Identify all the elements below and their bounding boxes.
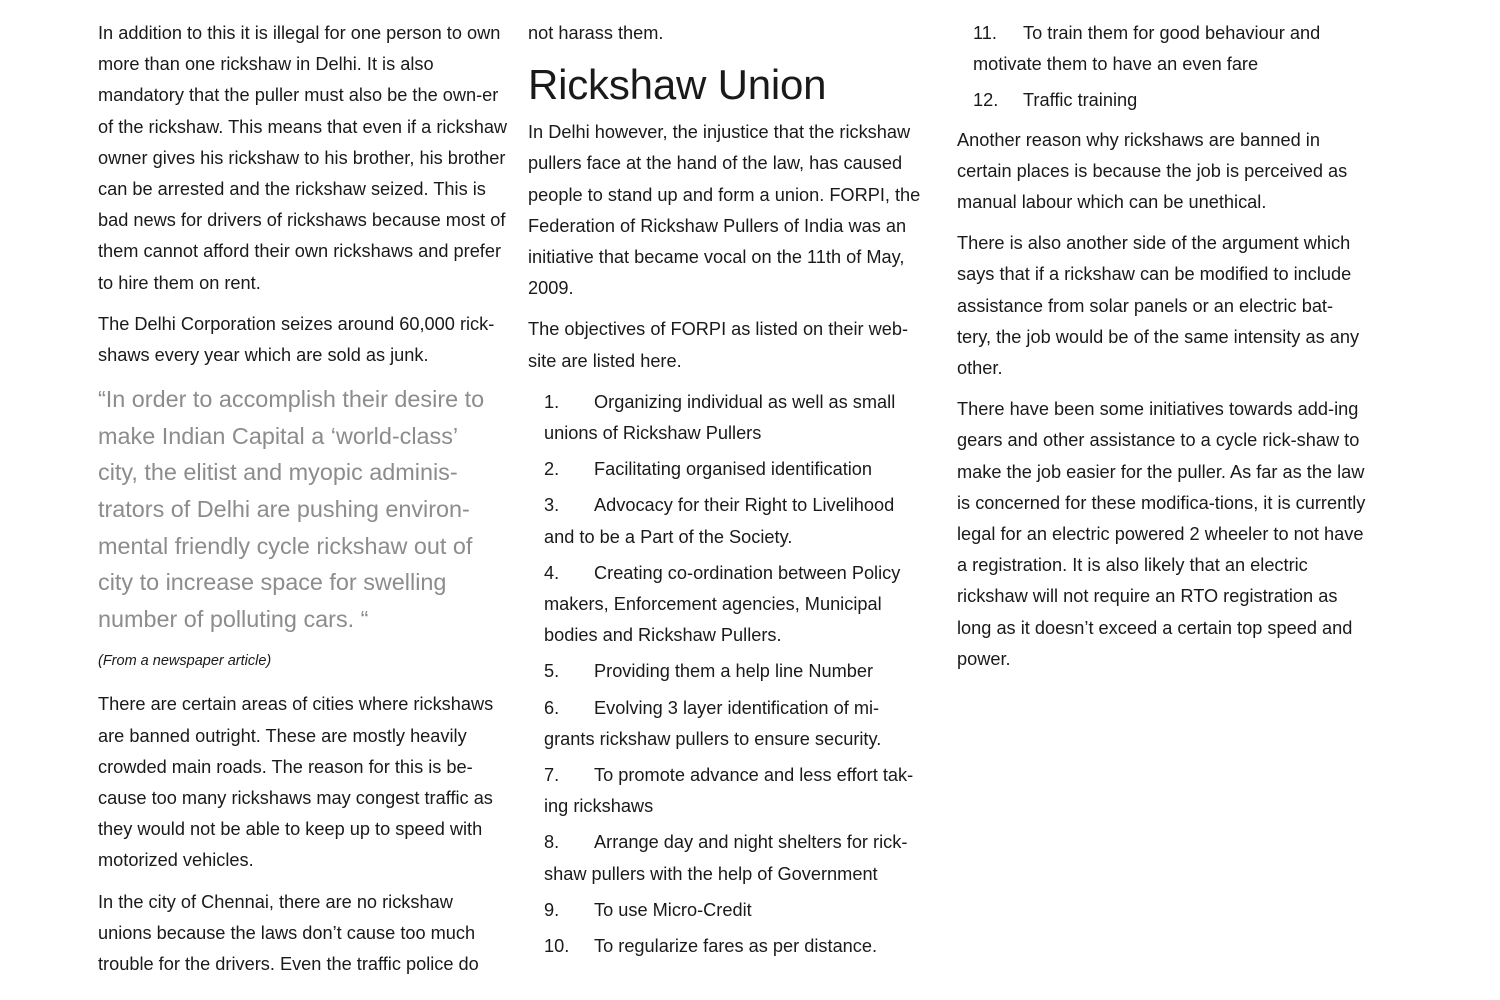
paragraph-continuation: not harass them.: [528, 23, 664, 43]
paragraph-chennai: In the city of Chennai, there are no rickshaw unions because the laws don’t cause too much trouble for the drivers. Even the traffic police do: [98, 891, 479, 975]
list-item-text: Providing them a help line Number: [594, 661, 874, 682]
paragraph-objectives-intro: The objectives of FORPI as listed on their web-site are listed here.: [528, 319, 909, 371]
list-item-number: 2.: [544, 459, 560, 480]
list-item: [544, 895, 928, 926]
list-item-text: Traffic training: [1023, 90, 1138, 111]
paragraph-banned-areas: There are certain areas of cities where rickshaws are banned outright. These are mostly heavily crowded main roads. The reason for this is be-cause too many rickshaws may congest traffic as they would not be able to keep up to speed with motorized vehicles.: [98, 694, 494, 871]
list-item-number: 8.: [544, 832, 560, 853]
list-item-number: 6.: [544, 697, 560, 718]
paragraph-solar-electric: There is also another side of the argument which says that if a rickshaw can be modified to include assistance from solar panels or an electric bat-tery, the job would be of the same intensity as any other.: [957, 233, 1360, 379]
list-item-number: 12.: [973, 90, 999, 111]
list-item-number: 3.: [544, 495, 560, 516]
list-item: [544, 760, 928, 822]
list-item-number: 4.: [544, 562, 560, 583]
list-item: [544, 454, 928, 485]
list-item: [544, 827, 928, 889]
list-item: [544, 693, 928, 755]
list-item: [544, 387, 928, 449]
list-item-text: Advocacy for their Right to Livelihood and to be a Part of the Society.: [544, 495, 895, 547]
list-item-text: Facilitating organised identification: [594, 459, 873, 480]
paragraph-forpi-intro: In Delhi however, the injustice that the rickshaw pullers face at the hand of the law, has caused people to stand up and form a union. FORPI, the Federation of Rickshaw Pullers of India was an initiative that became vocal on the 11th of May, 2009.: [528, 122, 921, 299]
list-item-text: To use Micro-Credit: [594, 899, 752, 920]
list-item-number: 1.: [544, 391, 560, 412]
list-item-number: 10.: [544, 936, 570, 957]
objectives-list: [528, 387, 928, 962]
list-item-text: Creating co-ordination between Policy makers, Enforcement agencies, Municipal bodies and Rickshaw Pullers.: [544, 562, 901, 646]
list-item-number: 9.: [544, 899, 560, 920]
list-item: [973, 85, 1367, 116]
objectives-list-continued: [957, 18, 1367, 117]
list-item: [544, 931, 928, 962]
list-item-number: 11.: [973, 23, 997, 43]
paragraph-law-modifications: There have been some initiatives towards add-ing gears and other assistance to a cycle rick-shaw to make the job easier for the puller. As far as the law is concerned for these modifica-tions, it is currently legal for an electric powered 2 wheeler to not have a registration. It is also likely that an electric rickshaw will not require an RTO registration as long as it doesn’t exceed a certain top speed and power.: [957, 399, 1366, 669]
column-3: [957, 18, 1367, 685]
paragraph-seizures: The Delhi Corporation seizes around 60,000 rick-shaws every year which are sold as junk.: [98, 313, 495, 366]
list-item-text: To promote advance and less effort tak-ing rickshaws: [544, 765, 914, 817]
list-item-text: Evolving 3 layer identification of mi-grants rickshaw pullers to ensure security.: [544, 697, 882, 749]
list-item-text: Arrange day and night shelters for rick-shaw pullers with the help of Government: [544, 832, 908, 884]
list-item: [544, 558, 928, 652]
quote-source: (From a newspaper article): [98, 653, 272, 670]
list-item-text: To train them for good behaviour and motivate them to have an even fare: [973, 23, 1321, 75]
column-1: [98, 18, 508, 990]
list-item: [544, 656, 928, 687]
pull-quote: “In order to accomplish their desire to make Indian Capital a ‘world-class’ city, the elitist and myopic adminis-trators of Delhi are pushing environ-mental friendly cycle rickshaw out of city to increase space for swelling number of polluting cars. “: [98, 386, 485, 632]
list-item-number: 7.: [544, 765, 560, 786]
section-heading: Rickshaw Union: [528, 61, 827, 109]
list-item-text: Organizing individual as well as small unions of Rickshaw Pullers: [544, 391, 896, 444]
paragraph-ownership-rules: In addition to this it is illegal for one person to own more than one rickshaw in Delhi. It is also mandatory that the puller must also be the own-er of the rickshaw. This means that even if a rickshaw owner gives his rickshaw to his brother, his brother can be arrested and the rickshaw seized. This is bad news for drivers of rickshaws because most of them cannot afford their own rickshaws and prefer to hire them on rent.: [98, 23, 508, 293]
list-item-text: To regularize fares as per distance.: [594, 936, 878, 957]
list-item: [973, 18, 1367, 80]
list-item-number: 5.: [544, 661, 560, 682]
paragraph-manual-labour: Another reason why rickshaws are banned in certain places is because the job is perceived as manual labour which can be unethical.: [957, 129, 1348, 213]
list-item: [544, 490, 928, 552]
column-2: [528, 18, 928, 967]
